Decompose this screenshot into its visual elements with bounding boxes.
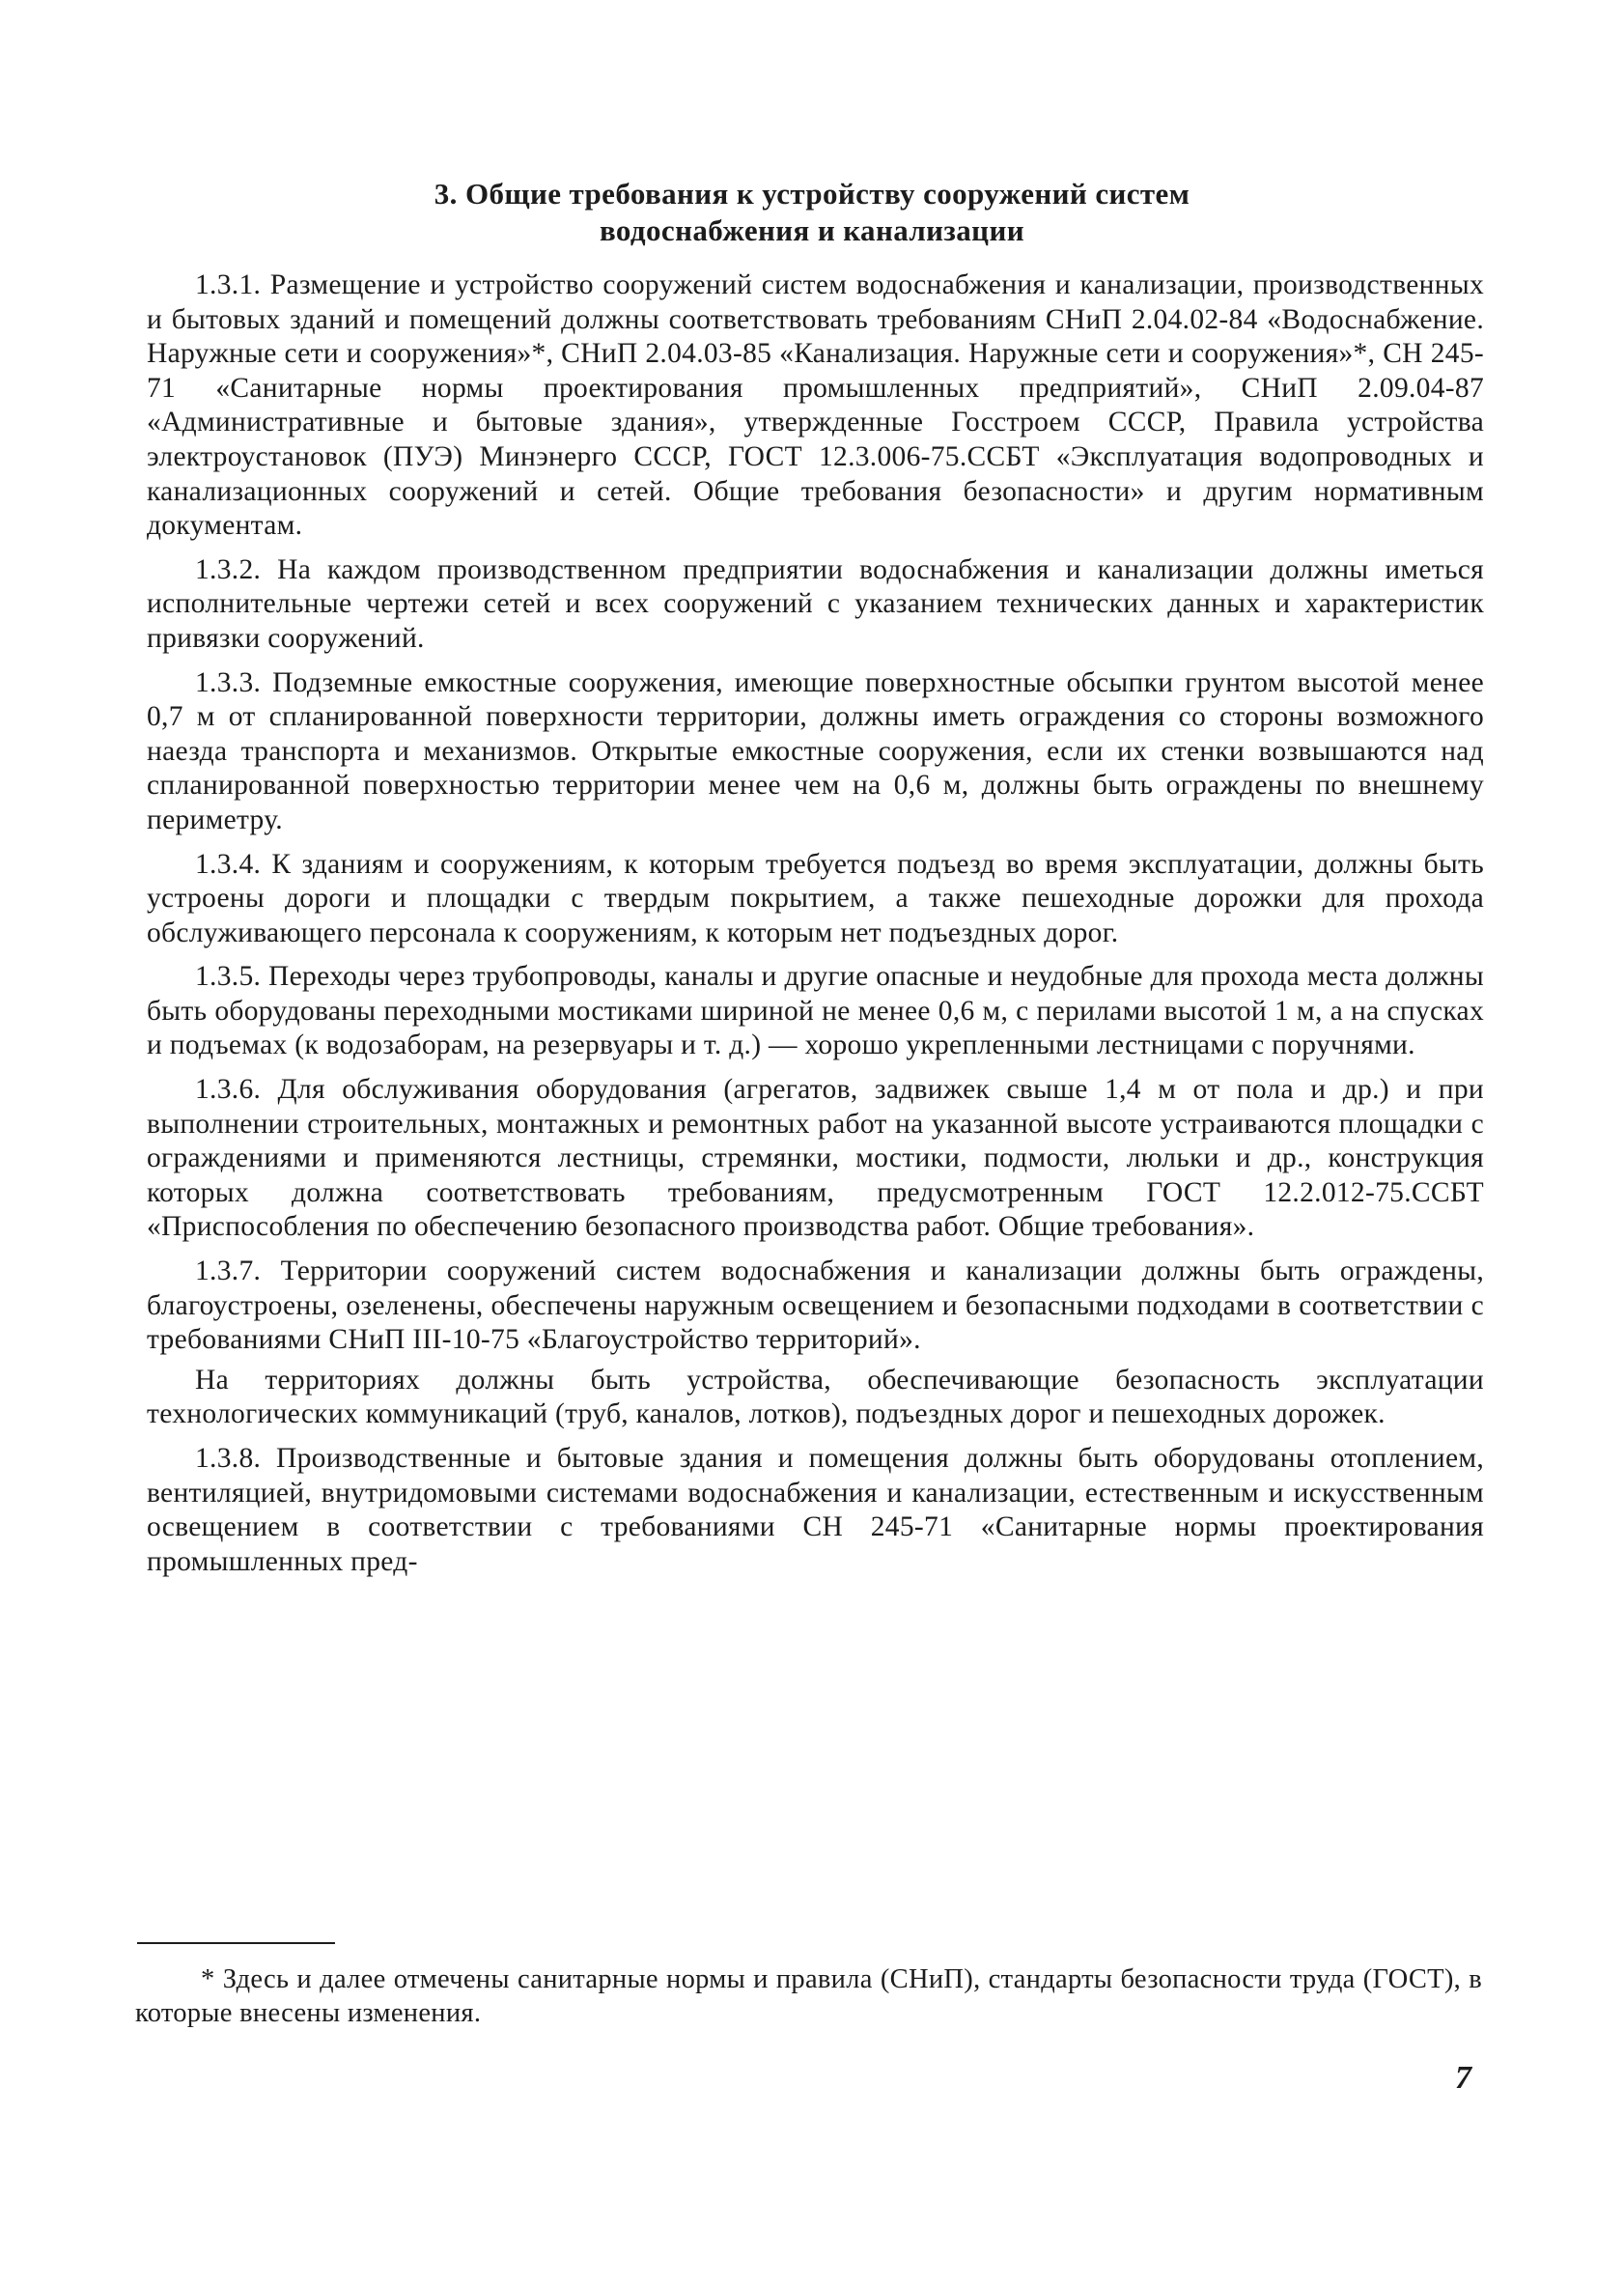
paragraph-1-3-8: 1.3.8. Производственные и бытовые здания и помещения должны быть оборудованы отоплением, вентиляцией, внутридомовыми системами водоснабжения и канализации, естественным и искусственным освещением в соответствии с требованиями СН 245-71 «Санитарные нормы проектирования промышленных пред- [147,1443,1484,1577]
page-number: 7 [1455,2060,1471,2096]
paragraph-1-3-5: 1.3.5. Переходы через трубопроводы, каналы и другие опасные и неудобные для прохода места должны быть оборудованы переходными мостиками шириной не менее 0,6 м, с перилами высотой 1 м, а на спусках и подъемах (к водозаборам, на резервуары и т. д.) — хорошо укрепленными лестницами с поручнями. [147,961,1484,1061]
section-heading-line-1: 3. Общие требования к устройству сооружений систем [434,177,1190,211]
footnote-divider [137,1942,335,1944]
body-text [147,268,1484,1589]
paragraph-1-3-3: 1.3.3. Подземные емкостные сооружения, имеющие поверхностные обсыпки грунтом высотой менее 0,7 м от спланированной поверхности территории, должны иметь ограждения со стороны возможного наезда транспорта и механизмов. Открытые емкостные сооружения, если их стенки возвышаются над спланированной поверхностью территории менее чем на 0,6 м, должны быть ограждены по внешнему периметру. [147,666,1484,835]
paragraph-1-3-6: 1.3.6. Для обслуживания оборудования (агрегатов, задвижек свыше 1,4 м от пола и др.) и при выполнении строительных, монтажных и ремонтных работ на указанной высоте устраиваются площадки с ограждениями и применяются лестницы, стремянки, мостики, подмости, люльки и др., конструкция которых должна соответствовать требованиям, предусмотренным ГОСТ 12.2.012-75.ССБТ «Приспособления по обеспечению безопасного производства работ. Общие требования». [147,1074,1484,1243]
paragraph-1-3-4: 1.3.4. К зданиям и сооружениям, к которым требуется подъезд во время эксплуатации, должны быть устроены дороги и площадки с твердым покрытием, а также пешеходные дорожки для прохода обслуживающего персонала к сооружениям, к которым нет подъездных дорог. [147,848,1484,948]
section-heading-line-2: водоснабжения и канализации [600,213,1024,247]
paragraph-1-3-1: 1.3.1. Размещение и устройство сооружений систем водоснабжения и канализации, производственных и бытовых зданий и помещений должны соответствовать требованиям СНиП 2.04.02-84 «Водоснабжение. Наружные сети и сооружения»*, СНиП 2.04.03-85 «Канализация. Наружные сети и сооружения»*, СН 245-71 «Санитарные нормы проектирования промышленных предприятий», СНиП 2.09.04-87 «Административные и бытовые здания», утвержденные Госстроем СССР, Правила устройства электроустановок (ПУЭ) Минэнерго СССР, ГОСТ 12.3.006-75.ССБТ «Эксплуатация водопроводных и канализационных сооружений и сетей. Общие требования безопасности» и другим нормативным документам. [147,269,1484,542]
footnote: * Здесь и далее отмечены санитарные нормы и правила (СНиП), стандарты безопасности труда (ГОСТ), в которые внесены изменения. [135,1964,1482,2028]
paragraph-1-3-7: 1.3.7. Территории сооружений систем водоснабжения и канализации должны быть ограждены, благоустроены, озеленены, обеспечены наружным освещением и безопасными подходами в соответствии с требованиями СНиП III-10-75 «Благоустройство территорий». [147,1255,1484,1356]
paragraph-1-3-2: 1.3.2. На каждом производственном предприятии водоснабжения и канализации должны иметься исполнительные чертежи сетей и всех сооружений с указанием технических данных и характеристик привязки сооружений. [147,553,1484,654]
paragraph-1-3-7-continued: На территориях должны быть устройства, обеспечивающие безопасность эксплуатации технологических коммуникаций (труб, каналов, лотков), подъездных дорог и пешеходных дорожек. [147,1364,1484,1430]
